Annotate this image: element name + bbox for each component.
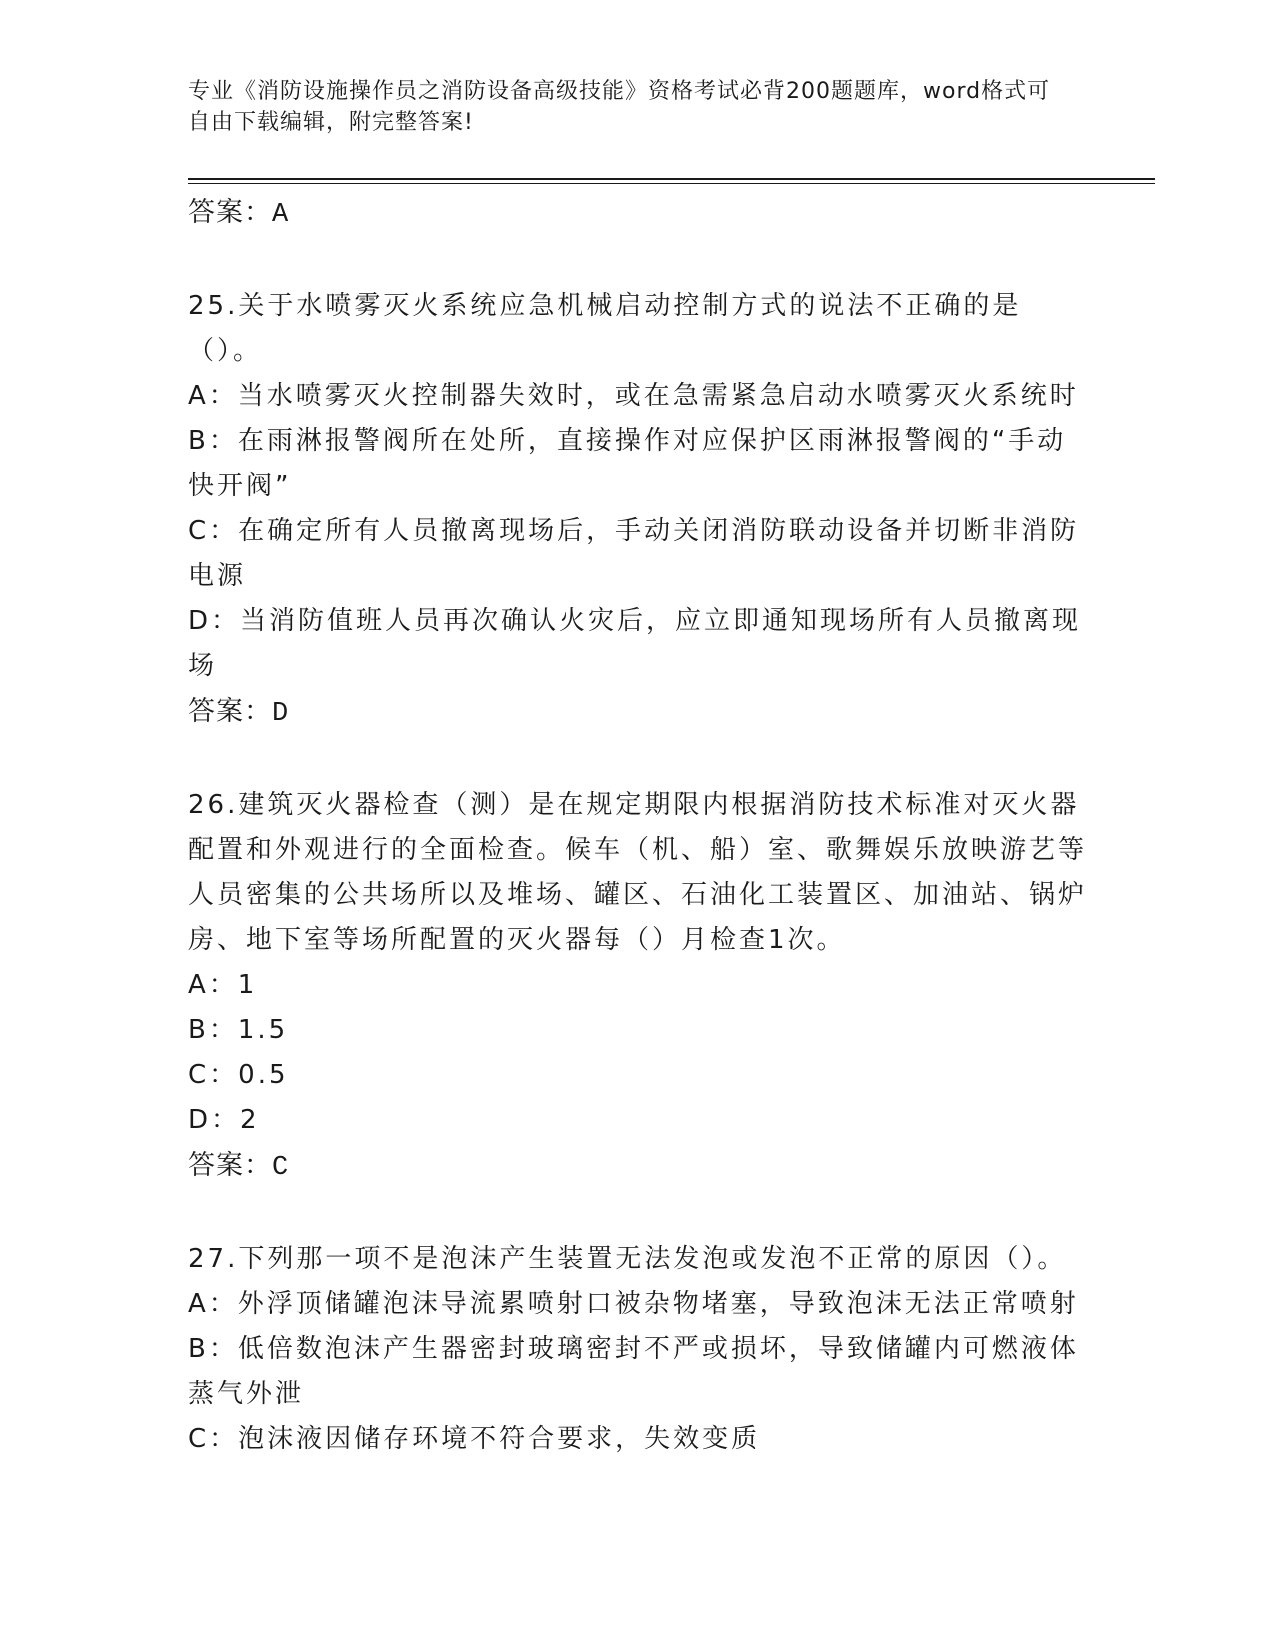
answer-label: 答案： [188, 197, 272, 228]
answer-label: 答案： [188, 696, 272, 727]
answer-value: C [272, 1153, 290, 1183]
answer-line [188, 1143, 1088, 1191]
option-d: D：2 [188, 1105, 260, 1135]
question-item [188, 783, 1088, 1191]
option-c: C：泡沫液因储存环境不符合要求，失效变质 [188, 1424, 761, 1454]
question-stem: 25.关于水喷雾灭火系统应急机械启动控制方式的说法不正确的是（）。 [188, 291, 1022, 366]
option-a: A：外浮顶储罐泡沫导流累喷射口被杂物堵塞，导致泡沫无法正常喷射 [188, 1289, 1079, 1319]
option-c: C：在确定所有人员撤离现场后，手动关闭消防联动设备并切断非消防电源 [188, 516, 1080, 591]
question-stem: 26.建筑灭火器检查（测）是在规定期限内根据消防技术标准对灭火器配置和外观进行的全面检查。候车（机、船）室、歌舞娱乐放映游艺等人员密集的公共场所以及堆场、罐区、石油化工装置区、加油站、锅炉房、地下室等场所配置的灭火器每（）月检查1次。 [188, 790, 1088, 955]
question-item [188, 284, 1088, 737]
page-header-title: 专业《消防设施操作员之消防设备高级技能》资格考试必背200题题库，word格式可自由下载编辑，附完整答案! [188, 79, 1051, 135]
option-b: B：在雨淋报警阀所在处所，直接操作对应保护区雨淋报警阀的“手动快开阀” [188, 426, 1067, 501]
question-stem: 27.下列那一项不是泡沫产生装置无法发泡或发泡不正常的原因（）。 [188, 1244, 1067, 1274]
option-b: B：低倍数泡沫产生器密封玻璃密封不严或损坏，导致储罐内可燃液体蒸气外泄 [188, 1334, 1079, 1409]
option-b: B：1.5 [188, 1015, 289, 1045]
answer-value: D [272, 699, 290, 729]
option-a: A：1 [188, 970, 258, 1000]
question-list [188, 190, 1088, 1462]
option-d: D：当消防值班人员再次确认火灾后，应立即通知现场所有人员撤离现场 [188, 606, 1082, 681]
option-a: A：当水喷雾灭火控制器失效时，或在急需紧急启动水喷雾灭火系统时 [188, 381, 1079, 411]
answer-value: A [272, 200, 290, 230]
header-divider-thin [188, 183, 1155, 184]
header-divider-thick [188, 178, 1155, 180]
option-c: C：0.5 [188, 1060, 289, 1090]
answer-line [188, 689, 1088, 737]
question-item [188, 1237, 1088, 1462]
answer-line [188, 190, 1088, 238]
answer-label: 答案： [188, 1150, 272, 1181]
